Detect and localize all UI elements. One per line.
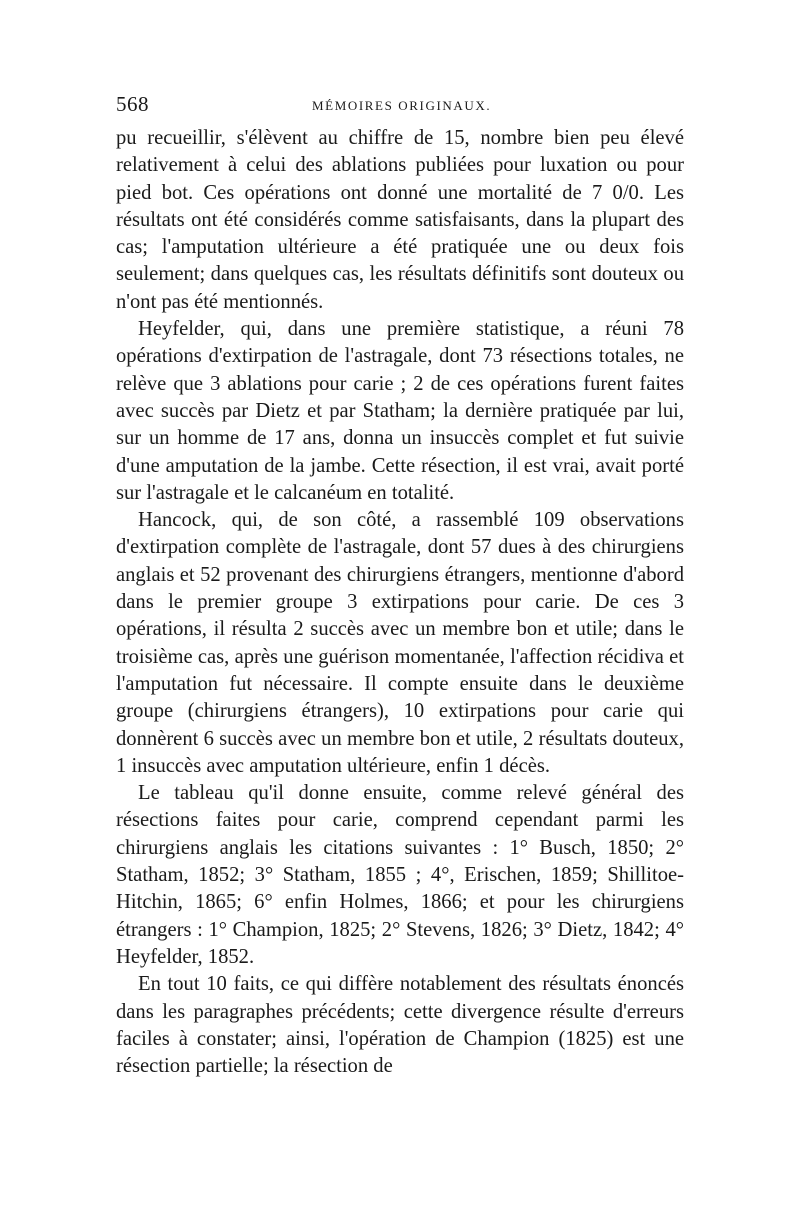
page-header (116, 92, 684, 122)
page-number: 568 (116, 92, 149, 116)
document-page (116, 92, 684, 1080)
running-title: MÉMOIRES ORIGINAUX. (312, 98, 492, 113)
body-text (116, 125, 684, 1080)
paragraph-4: Le tableau qu'il donne ensuite, comme relevé général des résections faites pour carie, comprend cependant parmi les chirurgiens anglais les citations suivantes : 1° Busch, 1850; 2° Statham, 1852; 3° Statham, 1855 ; 4°, Erischen, 1859; Shillitoe-Hitchin, 1865; 6° enfin Holmes, 1866; et pour les chirurgiens étrangers : 1° Champion, 1825; 2° Stevens, 1826; 3° Dietz, 1842; 4° Heyfelder, 1852. (116, 782, 684, 968)
paragraph-5: En tout 10 faits, ce qui diffère notablement des résultats énoncés dans les paragraphes précédents; cette divergence résulte d'erreurs faciles à constater; ainsi, l'opération de Champion (1825) est une résection partielle; la résection de (116, 973, 684, 1078)
paragraph-3: Hancock, qui, de son côté, a rassemblé 109 observations d'extirpation complète de l'astragale, dont 57 dues à des chirurgiens anglais et 52 provenant des chirurgiens étrangers, mentionne d'abord dans le premier groupe 3 extirpations pour carie. De ces 3 opérations, il résulta 2 succès avec un membre bon et utile; dans le troisième cas, après une guérison momentanée, l'affection récidiva et l'amputation fut nécessaire. Il compte ensuite dans le deuxième groupe (chirurgiens étrangers), 10 extirpations pour carie qui donnèrent 6 succès avec un membre bon et utile, 2 résultats douteux, 1 insuccès avec amputation ultérieure, enfin 1 décès. (116, 509, 684, 777)
paragraph-2: Heyfelder, qui, dans une première statistique, a réuni 78 opérations d'extirpation de l'astragale, dont 73 résections totales, ne relève que 3 ablations pour carie ; 2 de ces opérations furent faites avec succès par Dietz et par Statham; la dernière pratiquée par lui, sur un homme de 17 ans, donna un insuccès complet et fut suivie d'une amputation de la jambe. Cette résection, il est vrai, avait porté sur l'astragale et le calcanéum en totalité. (116, 318, 684, 504)
paragraph-1: pu recueillir, s'élèvent au chiffre de 15, nombre bien peu élevé relativement à celui des ablations publiées pour luxation ou pour pied bot. Ces opérations ont donné une mortalité de 7 0/0. Les résultats ont été considérés comme satisfaisants, dans la plupart des cas; l'amputation ultérieure a été pratiquée une ou deux fois seulement; dans quelques cas, les résultats définitifs sont douteux ou n'ont pas été mentionnés. (116, 127, 684, 313)
